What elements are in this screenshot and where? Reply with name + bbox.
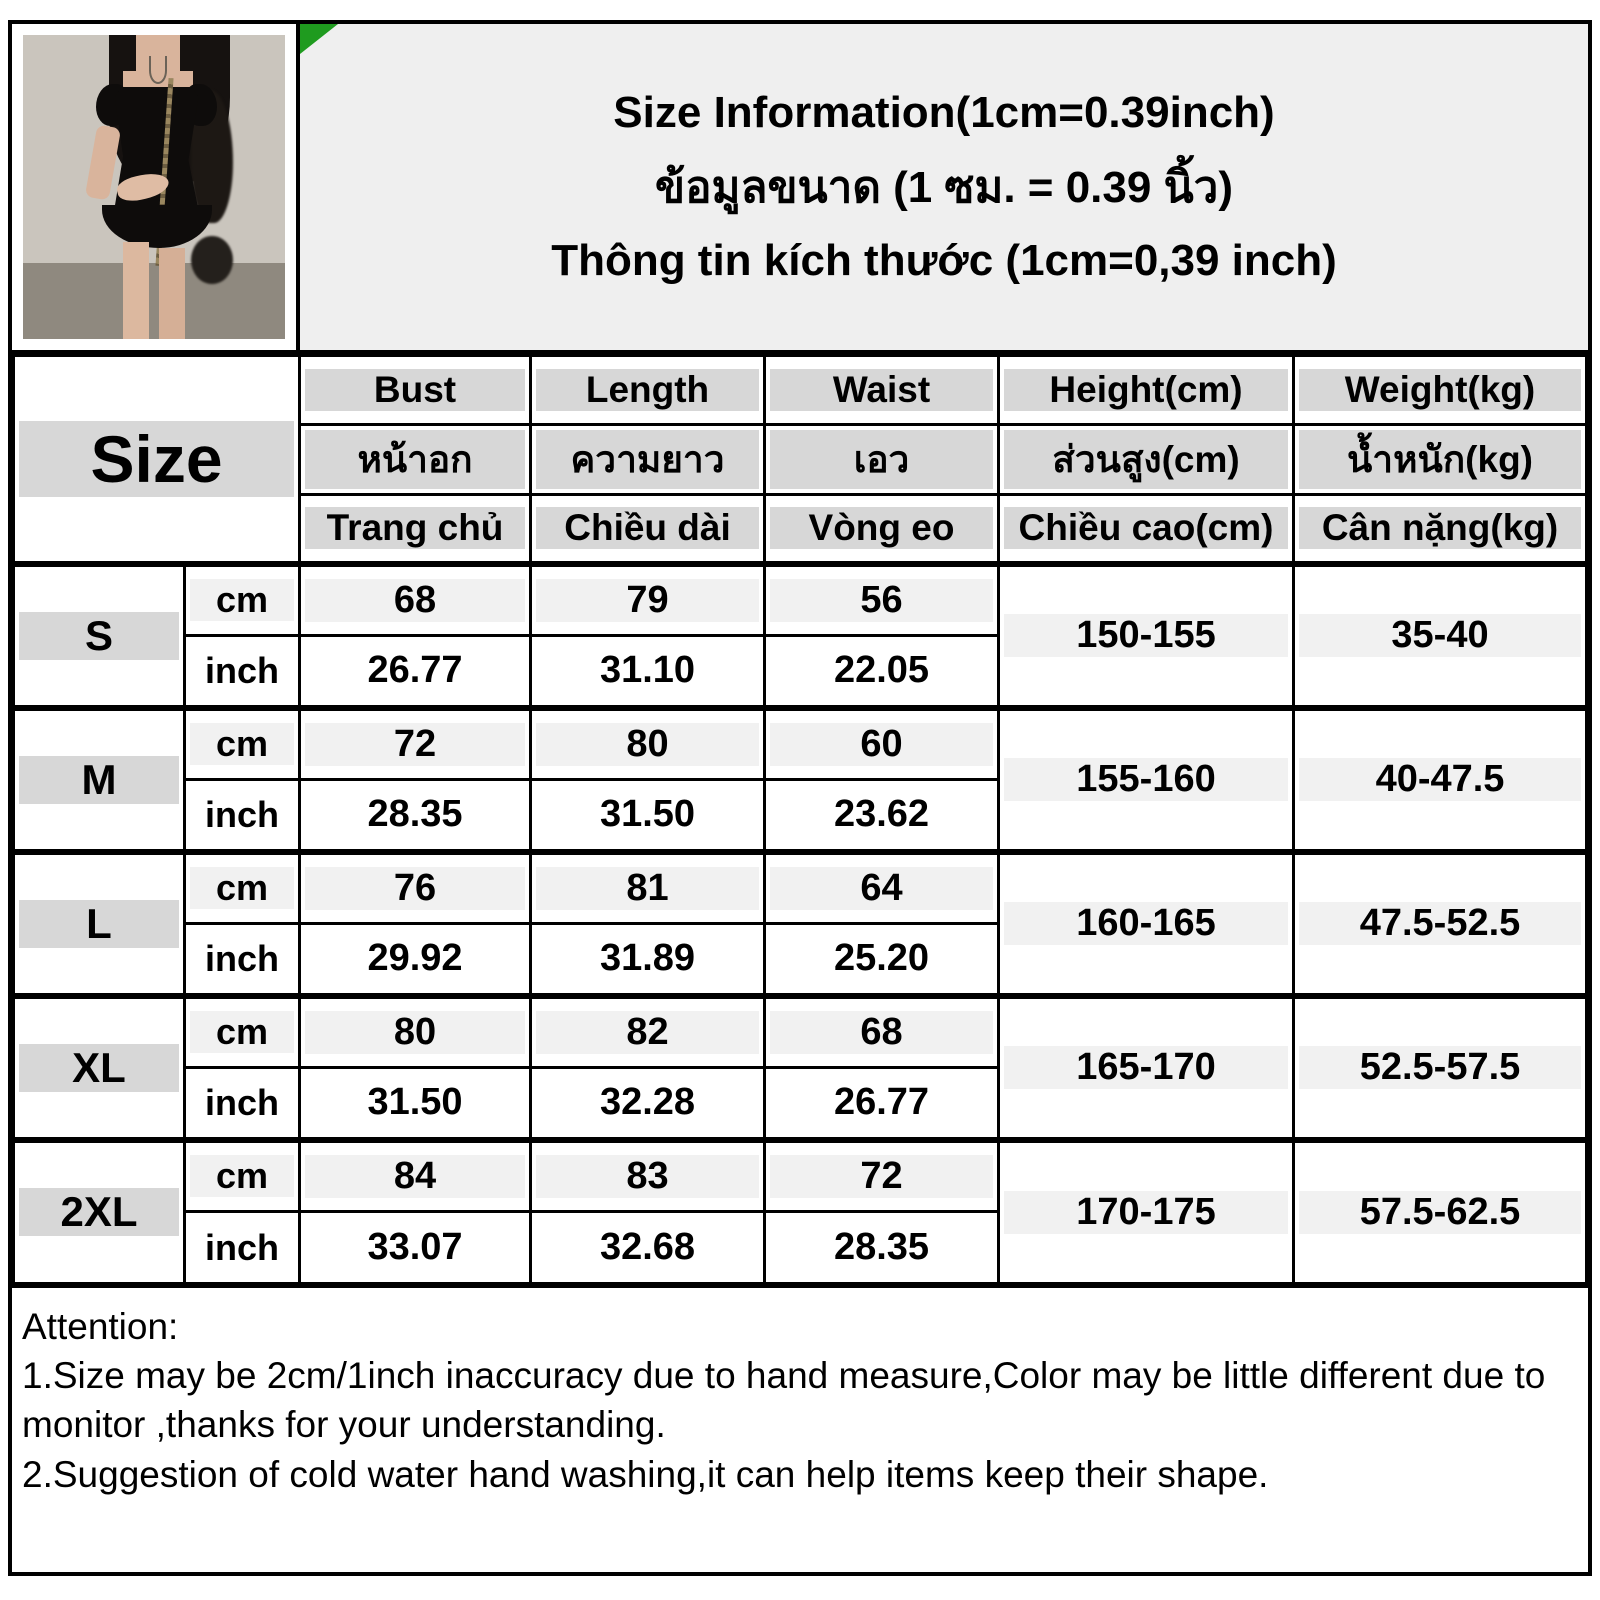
title-vietnamese: Thông tin kích thước (1cm=0,39 inch) — [551, 236, 1337, 285]
unit-label-cm: cm — [190, 867, 294, 909]
size-table — [12, 354, 1588, 1285]
value-s-bust-inch: 26.77 — [305, 649, 525, 692]
value-m-waist-cm: 60 — [770, 723, 993, 766]
value-m-weight: 40-47.5 — [1299, 758, 1581, 801]
model-necklace — [149, 56, 167, 83]
value-2xl-height: 170-175 — [1004, 1191, 1288, 1234]
title-thai: ข้อมูลขนาด (1 ซม. = 0.39 นิ้ว) — [654, 163, 1233, 212]
size-header-label: Size — [19, 421, 294, 497]
value-l-waist-inch: 25.20 — [770, 937, 993, 980]
attention-item-2: 2.Suggestion of cold water hand washing,it can help items keep their shape. — [22, 1453, 1269, 1495]
value-2xl-length-inch: 32.68 — [536, 1226, 759, 1269]
col-header-waist-th: เอว — [770, 430, 993, 489]
col-header-bust-en: Bust — [305, 369, 525, 411]
unit-label-inch: inch — [190, 794, 294, 836]
value-m-waist-inch: 23.62 — [770, 793, 993, 836]
unit-label-inch: inch — [190, 1082, 294, 1124]
size-label-l: L — [19, 900, 179, 948]
value-m-length-cm: 80 — [536, 723, 759, 766]
col-header-length-vi: Chiều dài — [536, 507, 759, 549]
value-2xl-waist-inch: 28.35 — [770, 1226, 993, 1269]
col-header-weight-vi: Cân nặng(kg) — [1299, 507, 1581, 549]
col-header-height-en: Height(cm) — [1004, 369, 1288, 411]
unit-label-inch: inch — [190, 650, 294, 692]
attention-heading: Attention: — [22, 1306, 179, 1347]
col-header-height-th: ส่วนสูง(cm) — [1004, 430, 1288, 489]
value-l-waist-cm: 64 — [770, 867, 993, 910]
title-panel — [300, 24, 1588, 350]
value-s-height: 150-155 — [1004, 614, 1288, 657]
value-s-length-inch: 31.10 — [536, 649, 759, 692]
value-s-length-cm: 79 — [536, 579, 759, 622]
value-s-waist-inch: 22.05 — [770, 649, 993, 692]
size-header-cell — [14, 356, 300, 564]
value-xl-height: 165-170 — [1004, 1046, 1288, 1089]
col-header-bust-th: หน้าอก — [305, 430, 525, 489]
value-2xl-length-cm: 83 — [536, 1155, 759, 1198]
unit-label-cm: cm — [190, 1011, 294, 1053]
size-label-xl: XL — [19, 1044, 179, 1092]
value-m-length-inch: 31.50 — [536, 793, 759, 836]
title-english: Size Information(1cm=0.39inch) — [613, 88, 1275, 137]
model-leg-left — [123, 242, 149, 339]
value-2xl-weight: 57.5-62.5 — [1299, 1191, 1581, 1234]
unit-label-cm: cm — [190, 723, 294, 765]
value-m-height: 155-160 — [1004, 758, 1288, 801]
attention-notes — [12, 1285, 1588, 1572]
value-xl-waist-cm: 68 — [770, 1011, 993, 1054]
value-l-bust-inch: 29.92 — [305, 937, 525, 980]
product-photo-cell — [12, 24, 300, 350]
unit-label-inch: inch — [190, 1227, 294, 1269]
unit-label-cm: cm — [190, 1155, 294, 1197]
col-header-waist-en: Waist — [770, 369, 993, 411]
model-leg-right — [159, 248, 185, 339]
size-label-s: S — [19, 612, 179, 660]
col-header-weight-en: Weight(kg) — [1299, 369, 1581, 411]
size-label-2xl: 2XL — [19, 1188, 179, 1236]
value-s-waist-cm: 56 — [770, 579, 993, 622]
value-l-weight: 47.5-52.5 — [1299, 902, 1581, 945]
photo-floor — [23, 263, 285, 339]
value-2xl-waist-cm: 72 — [770, 1155, 993, 1198]
value-xl-bust-inch: 31.50 — [305, 1081, 525, 1124]
value-l-length-cm: 81 — [536, 867, 759, 910]
col-header-weight-th: น้ำหนัก(kg) — [1299, 430, 1581, 489]
col-header-bust-vi: Trang chủ — [305, 507, 525, 549]
value-l-bust-cm: 76 — [305, 867, 525, 910]
size-label-m: M — [19, 756, 179, 804]
col-header-length-en: Length — [536, 369, 759, 411]
value-xl-weight: 52.5-57.5 — [1299, 1046, 1581, 1089]
size-chart-sheet — [8, 20, 1592, 1576]
value-m-bust-inch: 28.35 — [305, 793, 525, 836]
col-header-height-vi: Chiều cao(cm) — [1004, 507, 1288, 549]
value-xl-length-cm: 82 — [536, 1011, 759, 1054]
value-m-bust-cm: 72 — [305, 723, 525, 766]
value-xl-waist-inch: 26.77 — [770, 1081, 993, 1124]
shoulder-bag — [191, 236, 233, 285]
attention-item-1: 1.Size may be 2cm/1inch inaccuracy due to hand measure,Color may be little different due to monitor ,thanks for your understanding. — [22, 1355, 1546, 1446]
unit-label-inch: inch — [190, 938, 294, 980]
value-s-weight: 35-40 — [1299, 614, 1581, 657]
model-arm — [85, 125, 121, 201]
value-s-bust-cm: 68 — [305, 579, 525, 622]
corner-fold-icon — [300, 24, 338, 54]
col-header-waist-vi: Vòng eo — [770, 507, 993, 549]
value-2xl-bust-cm: 84 — [305, 1155, 525, 1198]
col-header-length-th: ความยาว — [536, 430, 759, 489]
value-xl-length-inch: 32.28 — [536, 1081, 759, 1124]
value-l-height: 160-165 — [1004, 902, 1288, 945]
value-xl-bust-cm: 80 — [305, 1011, 525, 1054]
product-photo — [23, 35, 285, 339]
dress-skirt-hem — [102, 205, 212, 248]
unit-label-cm: cm — [190, 579, 294, 621]
value-l-length-inch: 31.89 — [536, 937, 759, 980]
value-2xl-bust-inch: 33.07 — [305, 1226, 525, 1269]
banner-row — [12, 24, 1588, 354]
